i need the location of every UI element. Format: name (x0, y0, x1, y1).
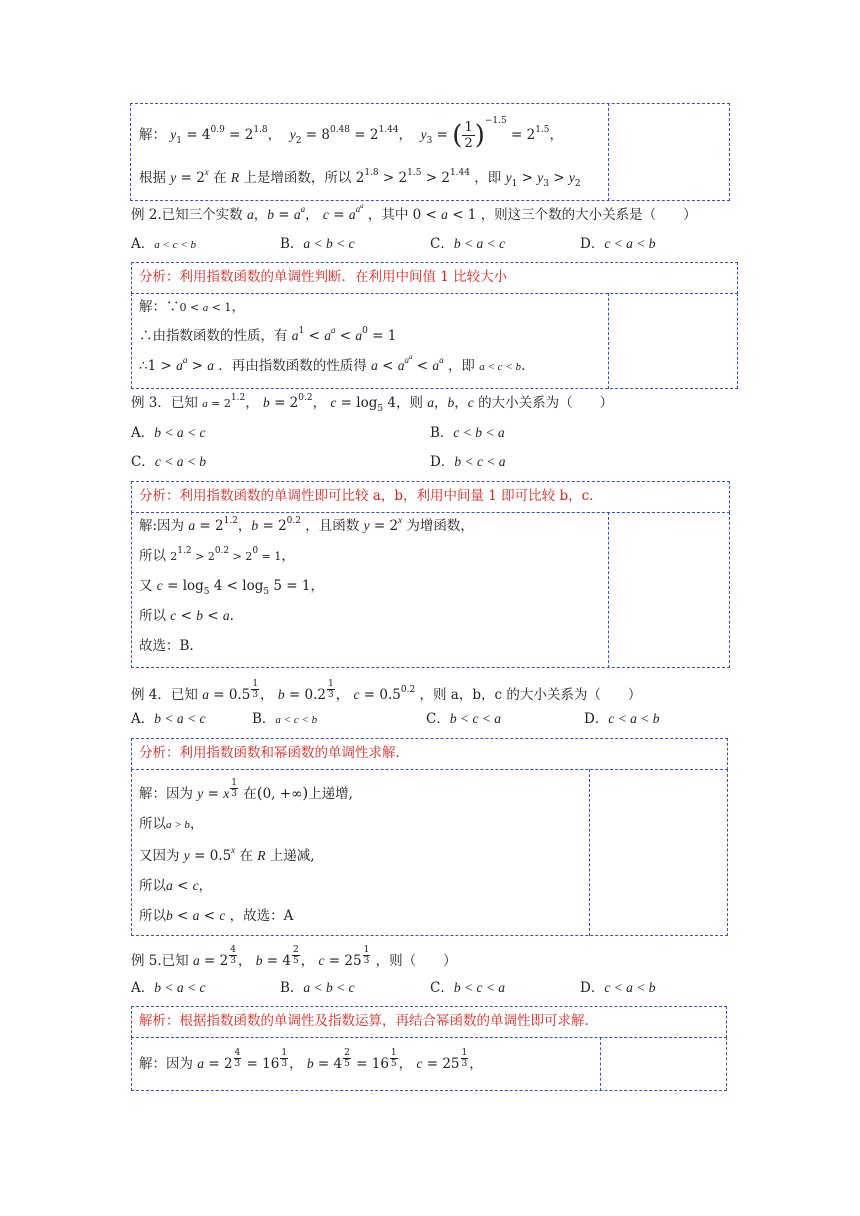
ex5-stem: 例 5.已知 a = 2 $^{\frac{4}{3}}$ ， b = 4 $^{\frac{2}{5}}$ ， c = 25 $^{\frac{1}{3}}$ ，则（ ） (131, 945, 457, 969)
ex4-stem: 例 4．已知 a = 0.5 $^{\frac{1}{3}}$ ， b = 0.2 $^{\frac{1}{3}}$ ， $c = 0.5^{0.2}$ ，则 a，b，c 的大小关系为（ ） (131, 679, 642, 703)
text: D． (584, 711, 609, 727)
text: A． (131, 236, 155, 252)
ex2-stem: 例 2.已知三个实数 a，$b = a^a$， $c = a^{a^a}$ ，其中 0 < a < 1 ，则这三个数的大小关系是（ ） (131, 202, 697, 223)
ex2-solution-line1: 解：∵0 < a < 1， (139, 299, 245, 315)
text: C． (430, 236, 454, 252)
ex5-analysis-text: 解析：根据指数函数的单调性及指数运算，再结合幂函数的单调性即可求解. (139, 1013, 589, 1029)
ex3-analysis-text: 分析：利用指数函数的单调性即可比较 a，b，利用中间量 1 即可比较 b，c. (139, 488, 594, 504)
ex2-option-a: A．a < c < b (131, 236, 196, 252)
text: R (230, 170, 240, 185)
ex3-option-c: C．c < a < b (131, 454, 207, 470)
text: A． (131, 425, 155, 441)
ex5-box-divider (600, 1037, 601, 1091)
ex3-stem: 例 3．已知 $a = 2^{1.2}$， $b = 2^{0.2}$， $c = \log_5 4$，则 a，b，c 的大小关系为（ ） (131, 393, 614, 414)
ex4-solution-line3: 又因为 $y = 0.5^x$ 在 R 上递减, (139, 845, 315, 864)
text: ，即 (447, 358, 475, 374)
ex3-option-b: B．c < b < a (430, 425, 505, 441)
ex1-box-divider (608, 103, 609, 201)
ex3-solution-line1: 解:因为 $a = 2^{1.2}$，$b = 2^{0.2}$ ，且函数 $y = 2^x$ 为增函数， (139, 515, 474, 534)
ex4-option-a: A．b < a < c (131, 711, 206, 727)
text: B． (430, 425, 454, 441)
text: ，则这三个数的大小关系是（ ） (480, 207, 697, 223)
ex2-option-d: D．c < a < b (580, 236, 656, 252)
ex4-option-d: D．c < a < b (584, 711, 660, 727)
text: 解：因为 (139, 1056, 193, 1072)
text: ，即 (474, 170, 502, 186)
text: A． (131, 980, 155, 996)
ex3-box-divider (608, 512, 609, 668)
text: ，则（ ） (375, 953, 457, 969)
ex5-option-b: B．a < b < c (280, 980, 355, 996)
text: 上递增, (308, 786, 353, 802)
text: 例 3．已知 (131, 395, 198, 411)
text: C． (426, 711, 450, 727)
ex2-analysis-text: 分析：利用指数函数的单调性判断．在利用中间值 1 比较大小 (139, 269, 508, 285)
text: 在 (239, 848, 253, 864)
text: 又 (139, 578, 153, 594)
ex3-solution-line5: 故选：B. (139, 638, 194, 654)
ex3-option-d: D．b < c < a (430, 454, 506, 470)
ex4-solution-line5: 所以b < a < c ，故选：A (139, 908, 294, 924)
ex2-solution-line2: ∴由指数函数的性质，有 $a^1 < a^a < a^0 = 1$ (139, 325, 397, 344)
text: 又因为 (139, 848, 180, 864)
ex3-option-a: A．b < a < c (131, 425, 206, 441)
ex2-box-divider (608, 293, 609, 389)
text: 根据 (139, 170, 166, 186)
text: A． (131, 711, 155, 727)
text: 例 2.已知三个实数 (131, 207, 243, 223)
ex5-option-d: D．c < a < b (580, 980, 656, 996)
text: D． (580, 980, 605, 996)
text: 例 5.已知 (131, 953, 189, 969)
text: B． (280, 236, 304, 252)
ex4-option-c: C．b < c < a (426, 711, 502, 727)
text: ，则 a，b，c 的大小关系为（ ） (419, 687, 642, 703)
ex4-box-divider (589, 769, 590, 936)
ex1-solution-line1: 解： $y_1 = 4^{0.9} = 2^{1.8}$， $y_2 = 8^{0.48} = 2^{1.44}$， $y_3$ = ( $\frac{1}{2})^{-1.5} = 2^{1.5}$， (139, 116, 564, 151)
solution-label: 解： (139, 127, 166, 143)
ex3-solution-line3: 又 $c = \log_5 4 < \log_5 5 = 1$， (139, 578, 324, 597)
ex4-solution-line4: 所以a < c， (139, 878, 213, 894)
text: ∴ (139, 358, 148, 374)
text: 解：因为 (139, 786, 193, 802)
text: 解：∵ (139, 299, 180, 315)
text: 所以 (139, 908, 166, 924)
ex3-solution-line4: 所以 c < b < a. (139, 608, 234, 624)
ex2-solution-line3: ∴1 > $a^a > a$ ．再由指数函数的性质得 $a < a^{a^a} < a^a$ ，即 a < c < b. (139, 353, 526, 374)
ex2-option-c: C．b < a < c (430, 236, 506, 252)
ex4-solution-line2: 所以a > b， (139, 816, 204, 832)
text: 所以 (139, 878, 166, 894)
ex5-option-a: A．b < a < c (131, 980, 206, 996)
text: ．再由指数函数的性质得 (218, 358, 367, 374)
ex4-analysis-text: 分析：利用指数函数和幂函数的单调性求解. (139, 745, 400, 761)
text: 在 (213, 170, 227, 186)
text: ，故选：A (229, 908, 294, 924)
text: 为增函数， (406, 518, 474, 534)
text: 上递减, (269, 848, 315, 864)
ex4-solution-line1: 解：因为 y = x $^{\frac{1}{3}}$ 在(0, +∞)上递增, (139, 778, 353, 802)
text: B． (252, 711, 276, 727)
ex2-option-b: B．a < b < c (280, 236, 355, 252)
text: 例 4．已知 (131, 687, 198, 703)
text: 的大小关系为（ ） (478, 395, 614, 411)
text: 解:因为 (139, 518, 185, 534)
ex5-option-c: C．b < c < a (430, 980, 506, 996)
text: ，其中 (367, 207, 409, 223)
text: D． (430, 454, 455, 470)
text: C． (131, 454, 155, 470)
text: C． (430, 980, 454, 996)
text: 所以 (139, 816, 166, 832)
text: 所以 (139, 608, 166, 624)
ex1-solution-line2: 根据 $y = 2^x$ 在 R 上是增函数，所以 $2^{1.8} > 2^{1.5} > 2^{1.44}$ ，即 $y_1 > y_3 > y_2$ (139, 167, 581, 189)
text: ，且函数 (305, 518, 360, 534)
text: B． (280, 980, 304, 996)
text: 所以 (139, 548, 166, 564)
text: 在 (243, 786, 257, 802)
ex3-solution-line2: 所以 $2^{1.2} > 2^{0.2} > 2^0 = 1$， (139, 546, 295, 564)
ex4-option-b: B．a < c < b (252, 711, 318, 727)
text: ∴由指数函数的性质，有 (139, 328, 288, 344)
text: 上是增函数，所以 (243, 170, 352, 186)
ex5-solution-line1: 解：因为 a = 2 $^{\frac{4}{3}}$ = 16 $^{\frac{1}{3}}$ ， b = 4 $^{\frac{2}{5}}$ = 16 $^{\frac{1}{5}}$ ， c = 25 $^{\frac{1}{3}}$ ， (139, 1048, 483, 1072)
text: D． (580, 236, 605, 252)
